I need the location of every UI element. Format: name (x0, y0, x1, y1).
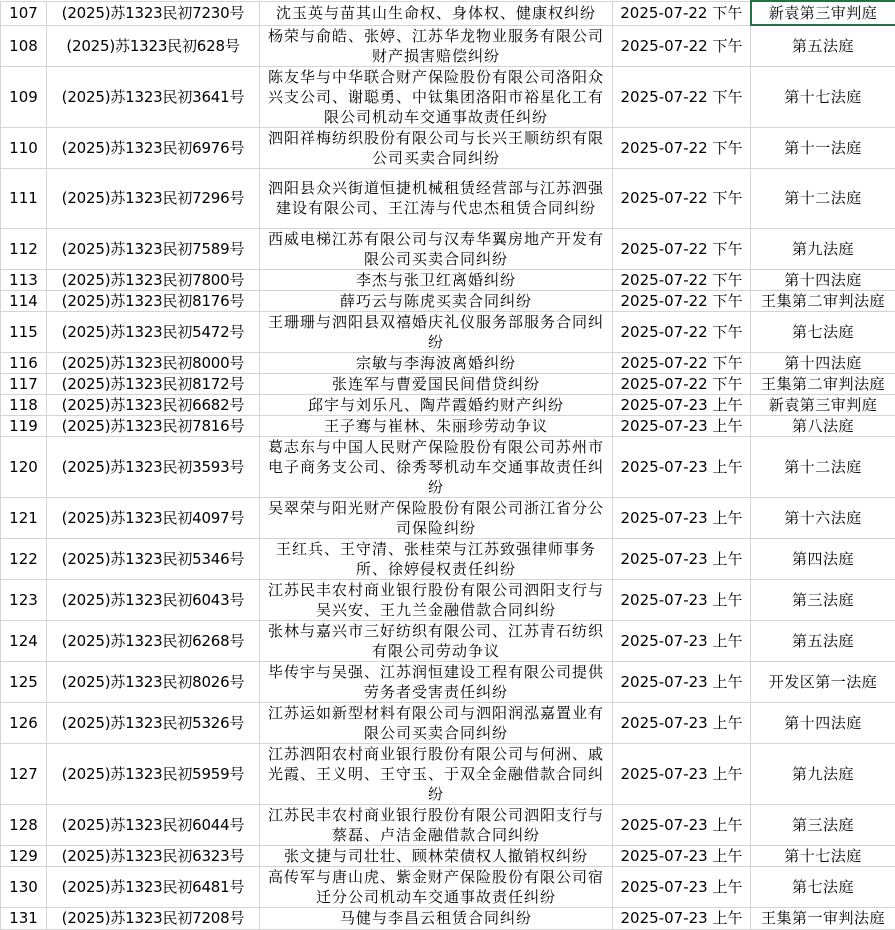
table-row[interactable] (1, 290, 895, 311)
parties-cell[interactable]: 泗阳县众兴街道恒捷机械租赁经营部与江苏泗强建设有限公司、王江涛与代忠杰租赁合同纠纷 (260, 168, 613, 228)
courtroom-cell[interactable]: 王集第一审判法庭 (751, 907, 895, 929)
table-row[interactable] (1, 661, 895, 702)
case-number-cell[interactable]: (2025)苏1323民初5326号 (47, 702, 260, 743)
row-number-cell[interactable]: 126 (1, 702, 47, 743)
table-row[interactable] (1, 352, 895, 373)
session-time-cell[interactable]: 2025-07-23 上午 (613, 579, 751, 620)
case-number-cell[interactable]: (2025)苏1323民初6976号 (47, 127, 260, 168)
parties-cell[interactable]: 葛志东与中国人民财产保险股份有限公司苏州市电子商务支公司、徐秀琴机动车交通事故责任纠纷 (260, 436, 613, 497)
case-number-cell[interactable]: (2025)苏1323民初7230号 (47, 1, 260, 25)
parties-cell[interactable]: 江苏泗阳农村商业银行股份有限公司与何洲、戚光霞、王义明、王守玉、于双全金融借款合同纠纷 (260, 743, 613, 804)
session-time-cell[interactable]: 2025-07-22 下午 (613, 1, 751, 25)
row-number-cell[interactable]: 113 (1, 269, 47, 290)
session-time-cell[interactable]: 2025-07-23 上午 (613, 436, 751, 497)
table-row[interactable] (1, 373, 895, 394)
session-time-cell[interactable]: 2025-07-23 上午 (613, 845, 751, 866)
courtroom-cell[interactable]: 第八法庭 (751, 415, 895, 436)
courtroom-cell[interactable]: 新袁第三审判庭 (751, 1, 895, 25)
table-row[interactable] (1, 497, 895, 538)
session-time-cell[interactable]: 2025-07-22 下午 (613, 373, 751, 394)
courtroom-cell[interactable]: 第十二法庭 (751, 436, 895, 497)
row-number-cell[interactable]: 109 (1, 66, 47, 127)
courtroom-cell[interactable]: 第九法庭 (751, 228, 895, 269)
case-number-cell[interactable]: (2025)苏1323民初7800号 (47, 269, 260, 290)
case-number-cell[interactable]: (2025)苏1323民初3641号 (47, 66, 260, 127)
case-number-cell[interactable]: (2025)苏1323民初7296号 (47, 168, 260, 228)
parties-cell[interactable]: 薛巧云与陈虎买卖合同纠纷 (260, 290, 613, 311)
courtroom-cell[interactable]: 第十二法庭 (751, 168, 895, 228)
table-row[interactable] (1, 66, 895, 127)
session-time-cell[interactable]: 2025-07-23 上午 (613, 497, 751, 538)
case-number-cell[interactable]: (2025)苏1323民初4097号 (47, 497, 260, 538)
table-row[interactable] (1, 620, 895, 661)
parties-cell[interactable]: 王子骞与崔林、朱丽珍劳动争议 (260, 415, 613, 436)
session-time-cell[interactable]: 2025-07-22 下午 (613, 25, 751, 66)
courtroom-cell[interactable]: 第七法庭 (751, 311, 895, 352)
row-number-cell[interactable]: 120 (1, 436, 47, 497)
table-row[interactable] (1, 804, 895, 845)
case-number-cell[interactable]: (2025)苏1323民初8176号 (47, 290, 260, 311)
parties-cell[interactable]: 江苏民丰农村商业银行股份有限公司泗阳支行与蔡磊、卢洁金融借款合同纠纷 (260, 804, 613, 845)
row-number-cell[interactable]: 107 (1, 1, 47, 25)
row-number-cell[interactable]: 127 (1, 743, 47, 804)
row-number-cell[interactable]: 108 (1, 25, 47, 66)
case-number-cell[interactable]: (2025)苏1323民初6044号 (47, 804, 260, 845)
session-time-cell[interactable]: 2025-07-22 下午 (613, 168, 751, 228)
session-time-cell[interactable]: 2025-07-23 上午 (613, 538, 751, 579)
parties-cell[interactable]: 王红兵、王守清、张桂荣与江苏致强律师事务所、徐婷侵权责任纠纷 (260, 538, 613, 579)
session-time-cell[interactable]: 2025-07-22 下午 (613, 228, 751, 269)
courtroom-cell[interactable]: 第十一法庭 (751, 127, 895, 168)
row-number-cell[interactable]: 117 (1, 373, 47, 394)
courtroom-cell[interactable]: 第五法庭 (751, 25, 895, 66)
parties-cell[interactable]: 江苏民丰农村商业银行股份有限公司泗阳支行与吴兴安、王九兰金融借款合同纠纷 (260, 579, 613, 620)
table-row[interactable] (1, 845, 895, 866)
case-number-cell[interactable]: (2025)苏1323民初7589号 (47, 228, 260, 269)
row-number-cell[interactable]: 116 (1, 352, 47, 373)
case-number-cell[interactable]: (2025)苏1323民初628号 (47, 25, 260, 66)
courtroom-cell[interactable]: 第四法庭 (751, 538, 895, 579)
row-number-cell[interactable]: 124 (1, 620, 47, 661)
table-row[interactable] (1, 743, 895, 804)
courtroom-cell[interactable]: 第七法庭 (751, 866, 895, 907)
parties-cell[interactable]: 王珊珊与泗阳县双禧婚庆礼仪服务部服务合同纠纷 (260, 311, 613, 352)
row-number-cell[interactable]: 110 (1, 127, 47, 168)
session-time-cell[interactable]: 2025-07-23 上午 (613, 394, 751, 415)
session-time-cell[interactable]: 2025-07-23 上午 (613, 743, 751, 804)
courtroom-cell[interactable]: 王集第二审判法庭 (751, 290, 895, 311)
table-row[interactable] (1, 168, 895, 228)
session-time-cell[interactable]: 2025-07-23 上午 (613, 804, 751, 845)
parties-cell[interactable]: 杨荣与俞皓、张婷、江苏华龙物业服务有限公司财产损害赔偿纠纷 (260, 25, 613, 66)
row-number-cell[interactable]: 119 (1, 415, 47, 436)
courtroom-cell[interactable]: 第十四法庭 (751, 352, 895, 373)
session-time-cell[interactable]: 2025-07-23 上午 (613, 907, 751, 929)
table-row[interactable] (1, 866, 895, 907)
parties-cell[interactable]: 张连军与曹爱国民间借贷纠纷 (260, 373, 613, 394)
row-number-cell[interactable]: 125 (1, 661, 47, 702)
courtroom-cell[interactable]: 王集第二审判法庭 (751, 373, 895, 394)
parties-cell[interactable]: 高传军与唐山虎、紫金财产保险股份有限公司宿迁分公司机动车交通事故责任纠纷 (260, 866, 613, 907)
courtroom-cell[interactable]: 第十七法庭 (751, 66, 895, 127)
session-time-cell[interactable]: 2025-07-22 下午 (613, 352, 751, 373)
case-number-cell[interactable]: (2025)苏1323民初8026号 (47, 661, 260, 702)
parties-cell[interactable]: 邱宇与刘乐凡、陶芹霞婚约财产纠纷 (260, 394, 613, 415)
case-number-cell[interactable]: (2025)苏1323民初6268号 (47, 620, 260, 661)
courtroom-cell[interactable]: 第九法庭 (751, 743, 895, 804)
case-number-cell[interactable]: (2025)苏1323民初7816号 (47, 415, 260, 436)
courtroom-cell[interactable]: 第三法庭 (751, 804, 895, 845)
table-row[interactable] (1, 311, 895, 352)
session-time-cell[interactable]: 2025-07-22 下午 (613, 127, 751, 168)
parties-cell[interactable]: 马健与李昌云租赁合同纠纷 (260, 907, 613, 929)
courtroom-cell[interactable]: 第十四法庭 (751, 702, 895, 743)
row-number-cell[interactable]: 131 (1, 907, 47, 929)
courtroom-cell[interactable]: 开发区第一法庭 (751, 661, 895, 702)
table-row[interactable] (1, 415, 895, 436)
table-row[interactable] (1, 907, 895, 929)
case-number-cell[interactable]: (2025)苏1323民初5346号 (47, 538, 260, 579)
row-number-cell[interactable]: 114 (1, 290, 47, 311)
table-row[interactable] (1, 436, 895, 497)
table-row[interactable] (1, 394, 895, 415)
session-time-cell[interactable]: 2025-07-23 上午 (613, 702, 751, 743)
row-number-cell[interactable]: 111 (1, 168, 47, 228)
row-number-cell[interactable]: 112 (1, 228, 47, 269)
parties-cell[interactable]: 张林与嘉兴市三好纺织有限公司、江苏青石纺织有限公司劳动争议 (260, 620, 613, 661)
table-body (1, 1, 895, 929)
case-number-cell[interactable]: (2025)苏1323民初6043号 (47, 579, 260, 620)
row-number-cell[interactable]: 130 (1, 866, 47, 907)
case-number-cell[interactable]: (2025)苏1323民初8000号 (47, 352, 260, 373)
table-row[interactable] (1, 25, 895, 66)
session-time-cell[interactable]: 2025-07-23 上午 (613, 661, 751, 702)
case-number-cell[interactable]: (2025)苏1323民初6682号 (47, 394, 260, 415)
case-number-cell[interactable]: (2025)苏1323民初6481号 (47, 866, 260, 907)
table-row[interactable] (1, 1, 895, 25)
session-time-cell[interactable]: 2025-07-22 下午 (613, 290, 751, 311)
session-time-cell[interactable]: 2025-07-23 上午 (613, 866, 751, 907)
table-row[interactable] (1, 228, 895, 269)
courtroom-cell[interactable]: 第三法庭 (751, 579, 895, 620)
courtroom-cell[interactable]: 第五法庭 (751, 620, 895, 661)
case-number-cell[interactable]: (2025)苏1323民初7208号 (47, 907, 260, 929)
parties-cell[interactable]: 宗敏与李海波离婚纠纷 (260, 352, 613, 373)
parties-cell[interactable]: 沈玉英与苗其山生命权、身体权、健康权纠纷 (260, 1, 613, 25)
parties-cell[interactable]: 毕传宇与吴强、江苏润恒建设工程有限公司提供劳务者受害责任纠纷 (260, 661, 613, 702)
case-number-cell[interactable]: (2025)苏1323民初6323号 (47, 845, 260, 866)
case-number-cell[interactable]: (2025)苏1323民初8172号 (47, 373, 260, 394)
case-number-cell[interactable]: (2025)苏1323民初3593号 (47, 436, 260, 497)
row-number-cell[interactable]: 129 (1, 845, 47, 866)
parties-cell[interactable]: 江苏运如新型材料有限公司与泗阳润泓嘉置业有限公司买卖合同纠纷 (260, 702, 613, 743)
parties-cell[interactable]: 陈友华与中华联合财产保险股份有限公司洛阳众兴支公司、谢聪勇、中钛集团洛阳市裕星化工有限公司机动车交通事故责任纠纷 (260, 66, 613, 127)
courtroom-cell[interactable]: 第十七法庭 (751, 845, 895, 866)
parties-cell[interactable]: 吴翠荣与阳光财产保险股份有限公司浙江省分公司保险纠纷 (260, 497, 613, 538)
case-number-cell[interactable]: (2025)苏1323民初5959号 (47, 743, 260, 804)
session-time-cell[interactable]: 2025-07-22 下午 (613, 66, 751, 127)
row-number-cell[interactable]: 121 (1, 497, 47, 538)
courtroom-cell[interactable]: 第十六法庭 (751, 497, 895, 538)
table-row[interactable] (1, 579, 895, 620)
row-number-cell[interactable]: 122 (1, 538, 47, 579)
table-row[interactable] (1, 702, 895, 743)
session-time-cell[interactable]: 2025-07-23 上午 (613, 415, 751, 436)
row-number-cell[interactable]: 115 (1, 311, 47, 352)
row-number-cell[interactable]: 123 (1, 579, 47, 620)
case-number-cell[interactable]: (2025)苏1323民初5472号 (47, 311, 260, 352)
parties-cell[interactable]: 李杰与张卫红离婚纠纷 (260, 269, 613, 290)
session-time-cell[interactable]: 2025-07-22 下午 (613, 311, 751, 352)
table-row[interactable] (1, 538, 895, 579)
row-number-cell[interactable]: 118 (1, 394, 47, 415)
session-time-cell[interactable]: 2025-07-22 下午 (613, 269, 751, 290)
session-time-cell[interactable]: 2025-07-23 上午 (613, 620, 751, 661)
courtroom-cell[interactable]: 第十四法庭 (751, 269, 895, 290)
parties-cell[interactable]: 泗阳祥梅纺织股份有限公司与长兴王顺纺织有限公司买卖合同纠纷 (260, 127, 613, 168)
courtroom-cell[interactable]: 新袁第三审判庭 (751, 394, 895, 415)
parties-cell[interactable]: 西威电梯江苏有限公司与汉寿华翼房地产开发有限公司买卖合同纠纷 (260, 228, 613, 269)
row-number-cell[interactable]: 128 (1, 804, 47, 845)
table-row[interactable] (1, 127, 895, 168)
table-row[interactable] (1, 269, 895, 290)
parties-cell[interactable]: 张文捷与司壮壮、顾林荣债权人撤销权纠纷 (260, 845, 613, 866)
